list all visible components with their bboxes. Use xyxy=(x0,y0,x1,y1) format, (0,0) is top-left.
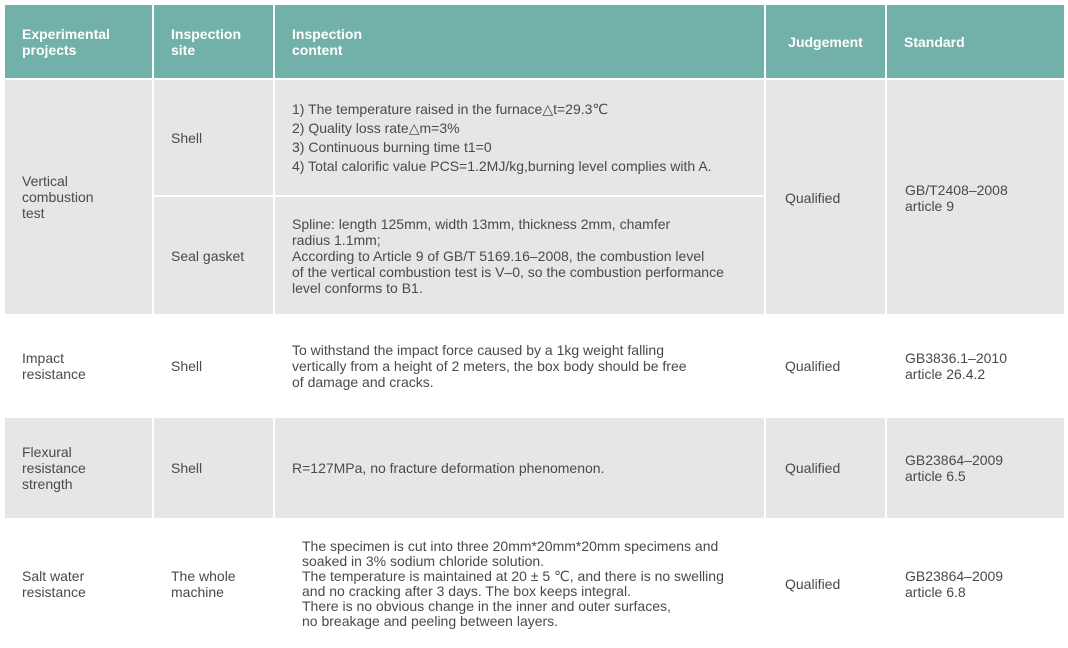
site-shell-1 xyxy=(154,80,273,195)
site-flexural: Shell xyxy=(171,460,203,476)
standard-vertical-combustion: GB/T2408–2008 article 9 xyxy=(905,182,1008,214)
row-flexural-project-cell xyxy=(5,418,152,518)
content-flexural: R=127MPa, no fracture deformation phenomenon. xyxy=(292,460,605,476)
judgement-vertical-combustion: Qualified xyxy=(785,190,841,206)
project-salt-water: Salt water resistance xyxy=(22,568,86,600)
project-flexural-resistance: Flexural resistance strength xyxy=(22,444,86,492)
content-salt-water: The specimen is cut into three 20mm*20mm*20mm specimens and soaked in 3% sodium chloride solution. The temperature is maintained at 20 ± 5 ℃, and there is no swelling and no cracking after 3 days. The box keeps integral. There is no obvious change in the inner and outer surfaces, no breakage and peeling between layers. xyxy=(302,538,724,629)
row-salt-standard-cell xyxy=(887,520,1064,648)
project-vertical-combustion: Vertical combustion test xyxy=(22,173,94,221)
site-salt-water: The whole machine xyxy=(171,568,236,600)
header-standard: Standard xyxy=(887,5,1064,78)
standard-impact: GB3836.1–2010 article 26.4.2 xyxy=(905,350,1007,382)
header-inspection-site: Inspection site xyxy=(154,5,273,78)
header-inspection-content: Inspection content xyxy=(275,5,764,78)
row-impact-content-cell xyxy=(275,316,764,416)
row-salt-project-cell xyxy=(5,520,152,648)
content-impact: To withstand the impact force caused by a 1kg weight falling vertically from a height of 2 meters, the box body should be free of damage and cracks. xyxy=(292,342,687,390)
header-judgement: Judgement xyxy=(766,5,885,78)
content-seal-gasket-text: Spline: length 125mm, width 13mm, thickness 2mm, chamfer radius 1.1mm; According to Article 9 of GB/T 5169.16–2008, the combustion level of the vertical combustion test is V–0, so the combustion performance level conforms to B1. xyxy=(292,215,724,296)
row-impact-site-cell xyxy=(154,316,273,416)
site-impact: Shell xyxy=(171,358,203,374)
row-impact-project-cell xyxy=(5,316,152,416)
row-salt-judgement-cell xyxy=(766,520,885,648)
project-impact-resistance: Impact resistance xyxy=(22,350,86,382)
header-experimental-projects: Experimental projects xyxy=(5,5,152,78)
row-impact-judgement-cell xyxy=(766,316,885,416)
judgement-impact: Qualified xyxy=(785,358,841,374)
row-impact-standard-cell xyxy=(887,316,1064,416)
site-seal-gasket-label: Seal gasket xyxy=(171,247,245,264)
site-seal-gasket xyxy=(154,197,273,314)
judgement-flexural: Qualified xyxy=(785,460,841,476)
content-seal-gasket xyxy=(275,197,764,314)
row-flexural-judgement-cell xyxy=(766,418,885,518)
row-flexural-content-cell xyxy=(275,418,764,518)
row-salt-content-cell xyxy=(275,520,764,648)
standard-flexural: GB23864–2009 article 6.5 xyxy=(905,452,1004,484)
row-salt-site-cell xyxy=(154,520,273,648)
row-flexural-standard-cell xyxy=(887,418,1064,518)
site-shell-1-label: Shell xyxy=(171,129,203,146)
judgement-salt-water: Qualified xyxy=(785,576,841,592)
content-shell-1-text: 1) The temperature raised in the furnace△t=29.3℃ 2) Quality loss rate△m=3% 3) Continuous burning time t1=0 4) Total calorific value PCS=1.2MJ/kg,burning level complies with A. xyxy=(292,100,712,174)
content-shell-1 xyxy=(275,80,764,195)
row-flexural-site-cell xyxy=(154,418,273,518)
standard-salt-water: GB23864–2009 article 6.8 xyxy=(905,568,1004,600)
